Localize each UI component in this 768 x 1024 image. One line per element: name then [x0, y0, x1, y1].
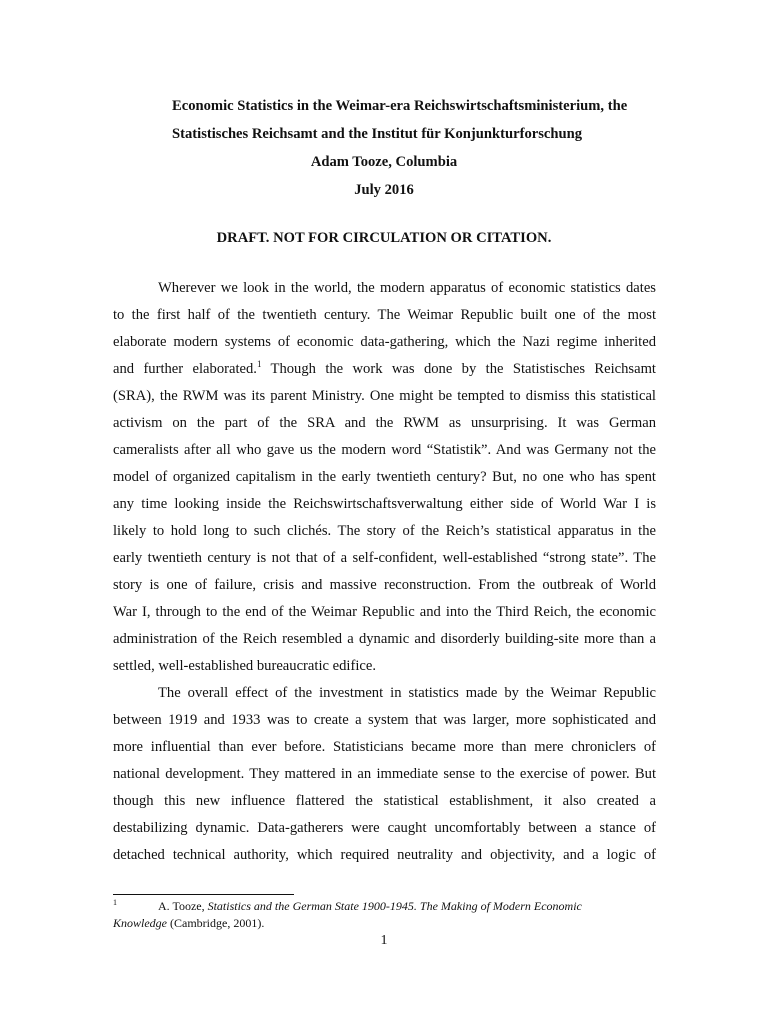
paragraph-2-line: The overall effect of the investment in statistics made by the Weimar Republic [158, 685, 656, 701]
author-line: Adam Tooze, Columbia [310, 154, 458, 170]
paragraph-2-line: national development. They mattered in an immediate sense to the exercise of power. But [113, 766, 656, 782]
footnote-line-1: 1 A. Tooze, Statistics and the German State 1900-1945. The Making of Modern Economic [113, 898, 582, 913]
footnote-separator [113, 894, 294, 895]
paragraph-1-line: model of organized capitalism in the early twentieth century? But, no one who has spent [113, 469, 656, 485]
page-number: 1 [380, 933, 388, 948]
paragraph-2-line: destabilizing dynamic. Data-gatherers were caught uncomfortably between a stance of [113, 820, 656, 836]
footnote-publication: (Cambridge, 2001). [167, 916, 265, 930]
title-line-1: Economic Statistics in the Weimar-era Reichswirtschaftsministerium, the [172, 98, 628, 114]
paragraph-2-line: more influential than ever before. Statisticians became more than mere chroniclers of [113, 739, 656, 755]
footnote [113, 898, 656, 932]
body-text [113, 275, 656, 869]
paragraph-1-line: Wherever we look in the world, the modern apparatus of economic statistics dates [158, 280, 656, 296]
paragraph-1-line: early twentieth century is not that of a self-confident, well-established “strong state”. The [113, 550, 656, 566]
paragraph-1-line: settled, well-established bureaucratic edifice. [113, 658, 376, 674]
paragraph-2-line: between 1919 and 1933 was to create a system that was larger, more sophisticated and [113, 712, 656, 728]
paragraph-1-line: any time looking inside the Reichswirtschaftsverwaltung either side of World War I is [113, 496, 656, 512]
paragraph-1-line-tail: Though the work was done by the Statistisches Reichsamt [261, 361, 656, 377]
paragraph-2-line: detached technical authority, which required neutrality and objectivity, and a logic of [113, 847, 656, 863]
paragraph-1-line: elaborate modern systems of economic data-gathering, which the Nazi regime inherited [113, 334, 656, 350]
paragraph-1-line: story is one of failure, crisis and massive reconstruction. From the outbreak of World [113, 577, 656, 593]
paragraph-1-line: (SRA), the RWM was its parent Ministry. One might be tempted to dismiss this statistical [113, 388, 656, 404]
footnote-line-2 [113, 915, 656, 932]
paragraph-1-line-head: and further elaborated. [113, 361, 257, 377]
date-line: July 2016 [354, 182, 414, 198]
footnote-reference[interactable]: 1 [256, 359, 262, 370]
draft-notice: DRAFT. NOT FOR CIRCULATION OR CITATION. [216, 230, 552, 246]
paragraph-1-line: activism on the part of the SRA and the RWM as unsurprising. It was German [113, 415, 656, 431]
footnote-book-title: Statistics and the German State 1900-1945. The Making of Modern Economic [207, 899, 582, 913]
paragraph-1-line: War I, through to the end of the Weimar Republic and into the Third Reich, the economic [113, 604, 656, 620]
footnote-author: A. Tooze, [158, 899, 208, 913]
paragraph-1-line: cameralists after all who gave us the modern word “Statistik”. And was Germany not the [113, 442, 656, 458]
paragraph-1-line: likely to hold long to such clichés. The story of the Reich’s statistical apparatus in the [113, 523, 656, 539]
paragraph-1-line: to the first half of the twentieth century. The Weimar Republic built one of the most [113, 307, 656, 323]
paragraph-1-line-with-footnote [113, 356, 656, 383]
paragraph-1-line: administration of the Reich resembled a dynamic and disorderly building-site more than a [113, 631, 656, 647]
title-line-2: Statistisches Reichsamt and the Institut für Konjunkturforschung [172, 126, 583, 142]
document-title-block [0, 92, 768, 204]
paragraph-2-line: though this new influence flattered the statistical establishment, it also created a [113, 793, 656, 809]
footnote-book-title-continued: Knowledge [113, 916, 167, 930]
